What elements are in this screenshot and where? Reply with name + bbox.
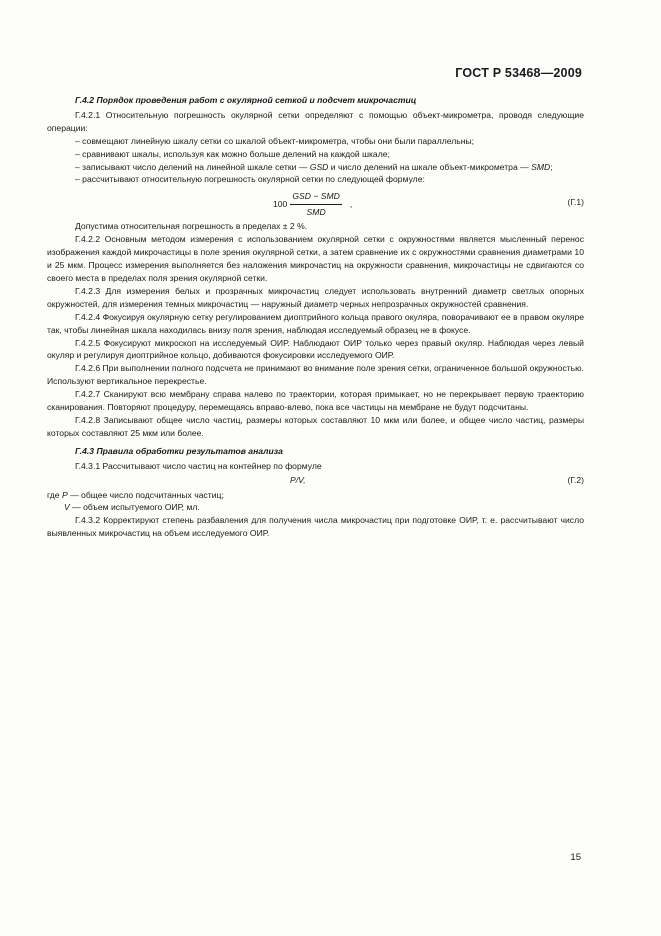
formula-fraction <box>290 190 342 219</box>
paragraph-g4-2-7: Г.4.2.7 Сканируют всю мембрану справа налево по траектории, которая примыкает, но не перекрывает первую траекторию сканирования. Повторяют процедуру, перемещаясь вправо-влево, пока все частицы на мембране не будут подсчитаны. <box>47 389 584 413</box>
paragraph-g4-3-2: Г.4.3.2 Корректируют степень разбавления для получения числа микрочастиц при подготовке ОИР, т. е. рассчитывают число выявленных микрочастиц на объем исследуемого ОИР. <box>47 515 584 539</box>
equation-number-g2: (Г.2) <box>567 474 584 485</box>
paragraph-g4-2-6: Г.4.2.6 При выполнении полного подсчета не принимают во внимание поле зрения сетки, ограниченное большой окружностью. Используют вертикальное перекрестье. <box>47 363 584 387</box>
variable-v: V <box>64 502 70 513</box>
list-item-record-divisions <box>47 161 584 174</box>
tolerance-statement: Допустима относительная погрешность в пределах ± 2 %. <box>75 221 308 232</box>
formula-numerator: GSD − SMD <box>290 190 342 205</box>
variable-smd: SMD <box>531 161 551 172</box>
paragraph-g4-2-5: Г.4.2.5 Фокусируют микроскоп на исследуемый ОИР. Наблюдают ОИР только через правый окуляр. Наблюдая через левый окуляр и регулируя диоптрийное кольцо, добиваются фокусировки исследуемого ОИР. <box>47 337 584 361</box>
formula-coefficient: 100 <box>273 199 288 210</box>
paragraph-g4-2-1: Г.4.2.1 Относительную погрешность окулярной сетки определяют с помощью объект-микрометра, проводя следующие операции: <box>47 109 584 133</box>
formula-g1 <box>47 188 584 216</box>
where-line-p <box>47 489 584 502</box>
document-body <box>47 94 584 540</box>
section-heading-g42: Г.4.2 Порядок проведения работ с окулярной сеткой и подсчет микрочастиц <box>75 95 417 105</box>
paragraph-g4-2-4: Г.4.2.4 Фокусируя окулярную сетку регулированием диоптрийного кольца правого окуляра, поворачивают ее в правом окуляре так, чтобы линейная шкала находилась внизу поля зрения, наблюдая исследуемый образец не в фокусе. <box>47 311 584 335</box>
document-id-header: ГОСТ Р 53468—2009 <box>455 66 582 80</box>
formula-g2 <box>47 474 584 488</box>
paragraph-g4-2-2: Г.4.2.2 Основным методом измерения с использованием окулярной сетки с окружностями является мысленный перенос изображения каждой микрочастицы в поле зрения окулярной сетки, а затем сравнение их с окружностями сравнения диаметрами 10 и 25 мкм. Процесс измерения выполняется без наложения микрочастиц на окружности сравнения, микрочастицы не сдвигаются со своего места в пределах поля зрения окулярной сетки. <box>47 234 584 283</box>
where-definition: — общее число подсчитанных частиц; <box>70 489 224 500</box>
list-item-align-scales: – совмещают линейную шкалу сетки со шкалой объект-микрометра, чтобы они были параллельны; <box>75 135 475 146</box>
list-item-calculate-error: – рассчитывают относительную погрешность окулярной сетки по следующей формуле: <box>75 174 425 185</box>
formula-denominator: SMD <box>306 207 326 218</box>
variable-p: P <box>61 489 68 500</box>
equation-number-g1: (Г.1) <box>567 197 584 208</box>
where-word: где <box>47 489 60 500</box>
list-item-compare-scales: – сравнивают шкалы, используя как можно больше делений на каждой шкале; <box>75 148 390 159</box>
paragraph-g4-3-1: Г.4.3.1 Рассчитывают число частиц на контейнер по формуле <box>75 460 322 471</box>
section-heading-g43: Г.4.3 Правила обработки результатов анализа <box>75 445 283 456</box>
formula-expression <box>273 190 352 219</box>
formula-expression: P/V, <box>290 474 306 485</box>
list-item-text: ; <box>550 161 553 172</box>
list-item-text: и число делений на шкале объект-микрометра — <box>330 161 529 172</box>
variable-gsd: GSD <box>309 161 329 172</box>
paragraph-g4-2-8: Г.4.2.8 Записывают общее число частиц, размеры которых составляют 10 мкм или более, и общее число частиц, размеры которых составляют 25 мкм или более. <box>47 414 584 438</box>
list-item-text: – записывают число делений на линейной шкале сетки — <box>75 161 308 172</box>
where-definition: — объем испытуемого ОИР, мл. <box>72 502 200 513</box>
where-line-v <box>47 501 584 514</box>
formula-trail: , <box>349 199 353 210</box>
paragraph-g4-2-3: Г.4.2.3 Для измерения белых и прозрачных микрочастиц следует использовать внутренний диаметр светлых опорных окружностей, для измерения темных микрочастиц — наружный диаметр черных непрозрачных окружностей сравнения. <box>47 285 584 309</box>
page-number: 15 <box>570 852 581 863</box>
